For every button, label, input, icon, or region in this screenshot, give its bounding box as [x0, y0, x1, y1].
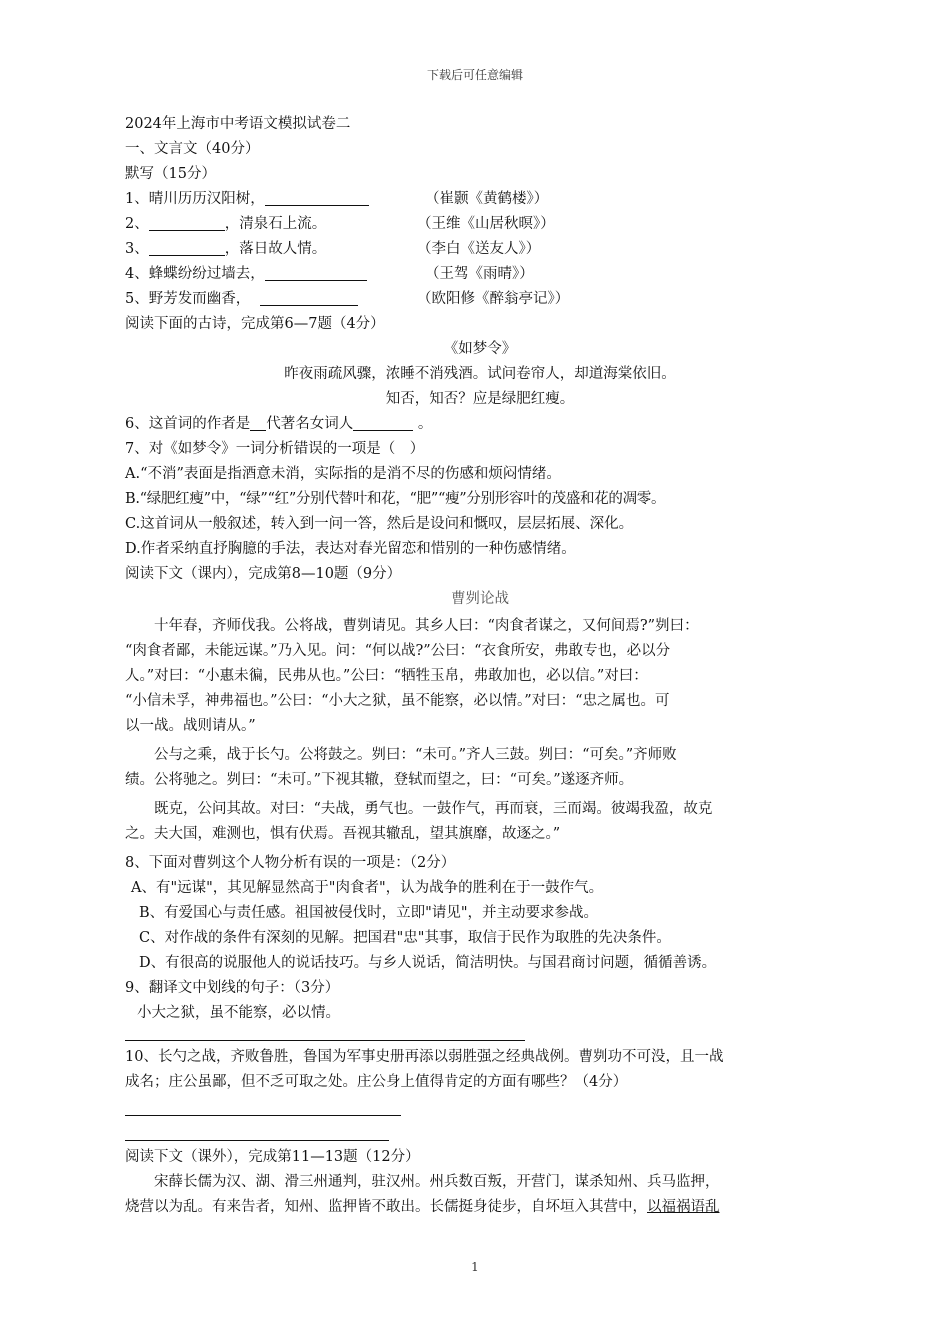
poem-line: 知否，知否？应是绿肥红瘦。 — [385, 391, 575, 407]
question-8-option-d: D、有很高的说服他人的说话技巧。与乡人说话，简洁明快。与国君商讨问题，循循善诱。 — [139, 955, 717, 971]
document-body — [125, 112, 835, 1224]
dictation-source: （王维《山居秋暝》） — [417, 216, 555, 232]
section-heading: 一、文言文（40分） — [125, 141, 260, 157]
page-number: 1 — [471, 1260, 479, 1274]
dictation-item: 5、野芳发而幽香， （欧阳修《醉翁亭记》） — [125, 287, 835, 312]
answer-blank[interactable] — [250, 414, 266, 431]
page-header: 下载后可任意编辑 — [426, 68, 523, 82]
poem-line: 昨夜雨疏风骤，浓睡不消残酒。试问卷帘人，却道海棠依旧。 — [284, 366, 676, 382]
answer-blank[interactable] — [353, 414, 413, 431]
dictation-source: （崔颢《黄鹤楼》） — [425, 191, 549, 207]
answer-blank[interactable] — [149, 239, 225, 256]
question-8: 8、下面对曹刿这个人物分析有误的一项是：（2分） — [125, 855, 456, 871]
answer-blank[interactable] — [265, 264, 367, 281]
answer-blank[interactable] — [265, 189, 369, 206]
dictation-heading: 默写（15分） — [125, 166, 216, 182]
passage-paragraph: 公与之乘，战于长勺。公将鼓之。刿曰：“未可。”齐人三鼓。刿曰：“可矣。”齐师败 绩。公将驰之。刿曰：“未可。”下视其辙，登轼而望之，曰：“可矣。”遂逐齐师。 — [125, 747, 677, 788]
passage-paragraph: 既克，公问其故。对曰：“夫战，勇气也。一鼓作气，再而衰，三而竭。彼竭我盈，故克 之。夫大国，难测也，惧有伏焉。吾视其辙乱，望其旗靡，故逐之。” — [125, 801, 713, 842]
question-10-cont: 成名；庄公虽鄙，但不乏可取之处。庄公身上值得肯定的方面有哪些？（4分） — [125, 1074, 628, 1090]
dictation-item: 3、 ，落日故人情。 （李白《送友人》） — [125, 237, 835, 262]
question-7-option-a: A.“不消”表面是指酒意未消，实际指的是消不尽的伤感和烦闷情绪。 — [125, 466, 561, 482]
question-8-option-a: A、有"远谋"，其见解显然高于"肉食者"，认为战争的胜利在于一鼓作气。 — [131, 880, 604, 896]
dictation-source: （李白《送友人》） — [417, 241, 541, 257]
question-7-option-c: C.这首词从一般叙述，转入到一问一答，然后是设问和慨叹，层层拓展、深化。 — [125, 516, 634, 532]
question-8-option-c: C、对作战的条件有深刻的见解。把国君"忠"其事，取信于民作为取胜的先决条件。 — [139, 930, 671, 946]
dictation-source: （王驾《雨晴》） — [425, 266, 534, 282]
dictation-item: 2、 ，清泉石上流。 （王维《山居秋暝》） — [125, 212, 835, 237]
question-6: 6、这首词的作者是 代著名女词人 。 — [125, 416, 433, 432]
answer-blank[interactable] — [260, 289, 358, 306]
question-10: 10、长勺之战，齐败鲁胜，鲁国为军事史册再添以弱胜强之经典战例。曹刿功不可没，且一战 — [125, 1049, 724, 1065]
question-7: 7、对《如梦令》一词分析错误的一项是（ ） — [125, 441, 425, 457]
question-7-option-b: B.“绿肥红瘦”中，“绿”“红”分别代替叶和花，“肥”“瘦”分别形容叶的茂盛和花的凋零。 — [125, 491, 666, 507]
reading-intro: 阅读下文（课外），完成第11—13题（12分） — [125, 1149, 420, 1165]
poem-title: 《如梦令》 — [443, 341, 517, 357]
document-title: 2024年上海市中考语文模拟试卷二 — [125, 116, 351, 132]
dictation-source: （欧阳修《醉翁亭记》） — [417, 291, 570, 307]
question-7-option-d: D.作者采纳直抒胸臆的手法，表达对春光留恋和惜别的一种伤感情绪。 — [125, 541, 576, 557]
passage-title: 曹刿论战 — [451, 591, 509, 607]
dictation-item: 1、晴川历历汉阳树， （崔颢《黄鹤楼》） — [125, 187, 835, 212]
passage-paragraph: 宋薛长儒为汉、湖、滑三州通判，驻汉州。州兵数百叛，开营门，谋杀知州、兵马监押， 烧营以为乱。有来告者，知州、监押皆不敢出。长儒挺身徒步，自坏垣入其营中，以福祸语乱 — [125, 1174, 720, 1215]
answer-blank[interactable] — [149, 214, 225, 231]
dictation-item: 4、蜂蝶纷纷过墙去， （王驾《雨晴》） — [125, 262, 835, 287]
question-8-option-b: B、有爱国心与责任感。祖国被侵伐时，立即"请见"，并主动要求参战。 — [139, 905, 598, 921]
answer-line[interactable] — [125, 1140, 389, 1141]
passage-paragraph: 十年春，齐师伐我。公将战，曹刿请见。其乡人曰：“肉食者谋之，又何间焉?”刿曰： “肉食者鄙，未能远谋。”乃入见。问：“何以战?”公曰：“衣食所安，弗敢专也，必以分 人。”对曰：“小惠未徧，民弗从也。”公曰：“牺牲玉帛，弗敢加也，必以信。”对曰： “小信未孚，神弗福也。”公曰：“小大之狱，虽不能察，必以情。”对曰：“忠之属也。可 以一战。战则请从。” — [125, 618, 699, 734]
question-9: 9、翻译文中划线的句子：（3分） — [125, 980, 340, 996]
underlined-phrase: 以福祸语乱 — [647, 1199, 720, 1215]
question-9-sentence: 小大之狱，虽不能察，必以情。 — [137, 1005, 340, 1021]
reading-intro: 阅读下文（课内），完成第8—10题（9分） — [125, 566, 402, 582]
answer-line[interactable] — [125, 1040, 525, 1041]
poem-intro: 阅读下面的古诗，完成第6—7题（4分） — [125, 316, 385, 332]
